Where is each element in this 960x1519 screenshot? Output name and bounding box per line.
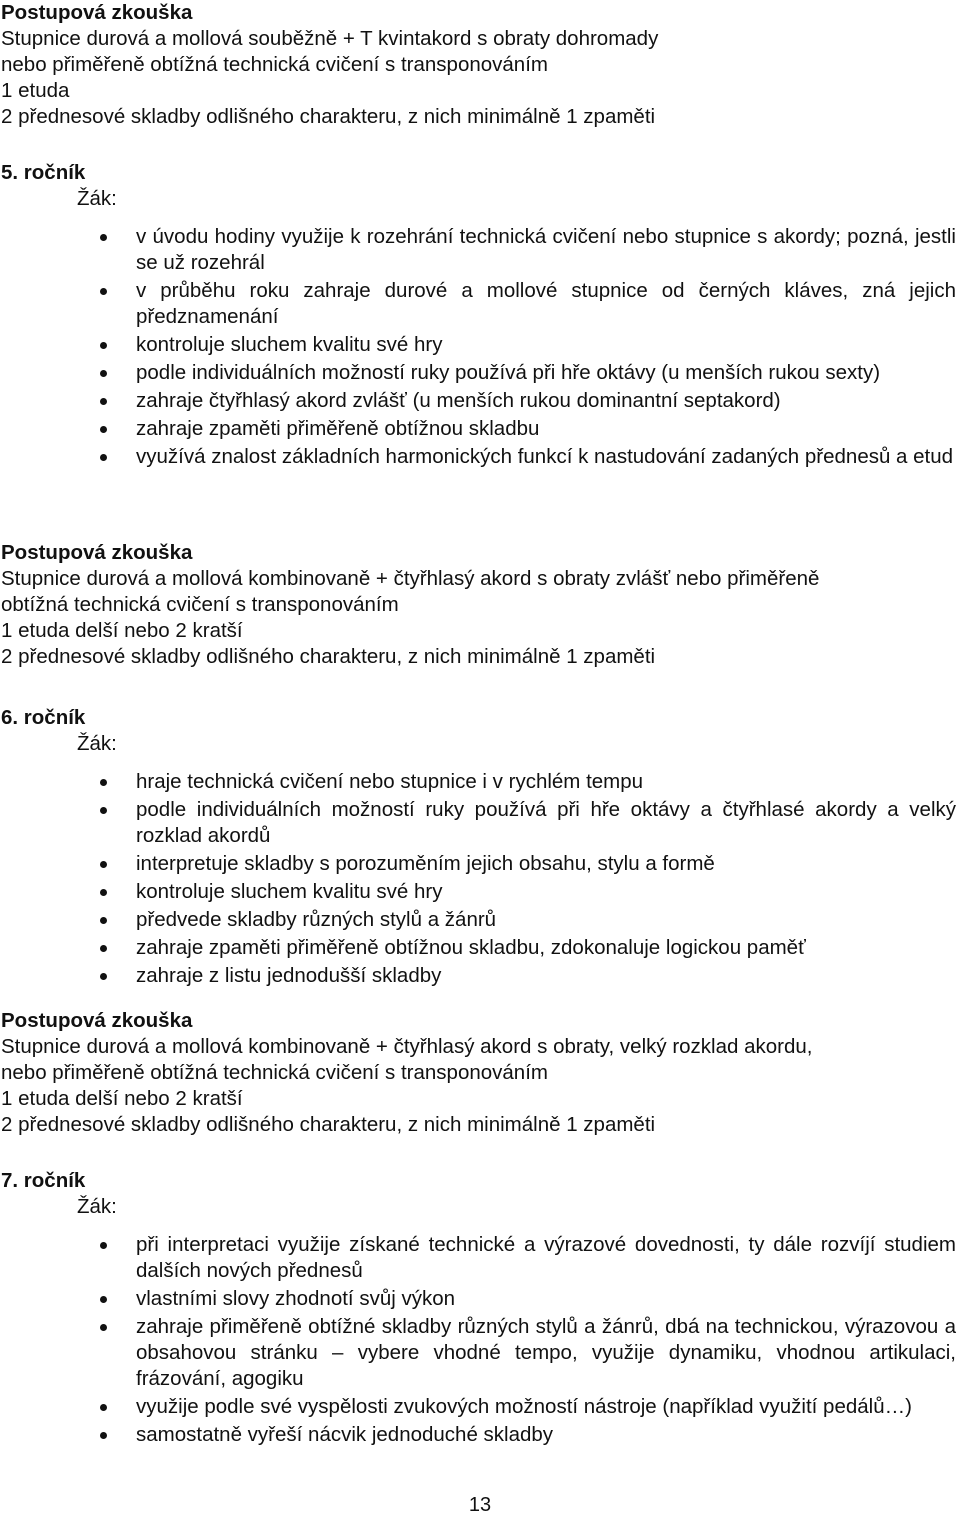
grade-heading: 7. ročník — [1, 1169, 86, 1192]
exam-line: Stupnice durová a mollová kombinovaně + čtyřhlasý akord s obraty zvlášť nebo přiměřeně — [1, 567, 820, 590]
exam-section-6 — [1, 1008, 956, 1138]
grade-5-section — [1, 160, 956, 472]
grade-heading: 6. ročník — [1, 706, 86, 729]
exam-line: nebo přiměřeně obtížná technická cvičení s transponováním — [1, 53, 548, 76]
outcome-item: podle individuálních možností ruky používá při hře oktávy (u menších rukou sexty) — [1, 360, 956, 386]
outcome-item: zahraje čtyřhlasý akord zvlášť (u menších rukou dominantní septakord) — [1, 388, 956, 414]
exam-heading: Postupová zkouška — [1, 541, 193, 564]
outcome-item: předvede skladby různých stylů a žánrů — [1, 907, 956, 933]
outcome-item: zahraje přiměřeně obtížné skladby různých stylů a žánrů, dbá na technickou, výrazovou a obsahovou stránku – vybere vhodné tempo, využije dynamiku, vhodnou artikulaci, frázování, agogiku — [1, 1314, 956, 1392]
outcome-item: zahraje z listu jednodušší skladby — [1, 963, 956, 989]
exam-line: obtížná technická cvičení s transponováním — [1, 593, 399, 616]
grade-heading: 5. ročník — [1, 161, 86, 184]
outcome-item: interpretuje skladby s porozuměním jejich obsahu, stylu a formě — [1, 851, 956, 877]
exam-line: 2 přednesové skladby odlišného charakteru, z nich minimálně 1 zpaměti — [1, 105, 656, 128]
exam-line: 1 etuda delší nebo 2 kratší — [1, 1087, 243, 1110]
outcome-item: samostatně vyřeší nácvik jednoduché skladby — [1, 1422, 956, 1448]
outcome-item: využívá znalost základních harmonických funkcí k nastudování zadaných přednesů a etud — [1, 444, 956, 470]
outcome-item: kontroluje sluchem kvalitu své hry — [1, 879, 956, 905]
exam-line: Stupnice durová a mollová souběžně + T kvintakord s obraty dohromady — [1, 27, 659, 50]
page-number: 13 — [468, 1494, 492, 1516]
grade-6-section — [1, 705, 956, 991]
outcome-item: zahraje zpaměti přiměřeně obtížnou skladbu — [1, 416, 956, 442]
outcome-list — [1, 769, 956, 989]
grade-7-section — [1, 1168, 956, 1450]
exam-section-4 — [1, 0, 956, 130]
exam-line: 1 etuda delší nebo 2 kratší — [1, 619, 243, 642]
outcome-item: využije podle své vyspělosti zvukových možností nástroje (například využití pedálů…) — [1, 1394, 956, 1420]
outcome-item: při interpretaci využije získané technické a výrazové dovednosti, ty dále rozvíjí studiem dalších nových přednesů — [1, 1232, 956, 1284]
student-label: Žák: — [77, 1195, 117, 1218]
outcome-item: zahraje zpaměti přiměřeně obtížnou skladbu, zdokonaluje logickou paměť — [1, 935, 956, 961]
outcome-item: v úvodu hodiny využije k rozehrání technická cvičení nebo stupnice s akordy; pozná, jestli se už rozehrál — [1, 224, 956, 276]
student-label: Žák: — [77, 187, 117, 210]
exam-line: nebo přiměřeně obtížná technická cvičení s transponováním — [1, 1061, 548, 1084]
exam-section-5 — [1, 540, 956, 670]
outcome-item: v průběhu roku zahraje durové a mollové stupnice od černých kláves, zná jejich předznamenání — [1, 278, 956, 330]
outcome-list — [1, 224, 956, 470]
student-label: Žák: — [77, 732, 117, 755]
outcome-item: kontroluje sluchem kvalitu své hry — [1, 332, 956, 358]
outcome-item: hraje technická cvičení nebo stupnice i v rychlém tempu — [1, 769, 956, 795]
exam-heading: Postupová zkouška — [1, 1, 193, 24]
outcome-list — [1, 1232, 956, 1448]
exam-heading: Postupová zkouška — [1, 1009, 193, 1032]
exam-line: Stupnice durová a mollová kombinovaně + čtyřhlasý akord s obraty, velký rozklad akordu, — [1, 1035, 813, 1058]
exam-line: 2 přednesové skladby odlišného charakteru, z nich minimálně 1 zpaměti — [1, 645, 656, 668]
outcome-item: vlastními slovy zhodnotí svůj výkon — [1, 1286, 956, 1312]
exam-line: 1 etuda — [1, 79, 70, 102]
outcome-item: podle individuálních možností ruky používá při hře oktávy a čtyřhlasé akordy a velký rozklad akordů — [1, 797, 956, 849]
exam-line: 2 přednesové skladby odlišného charakteru, z nich minimálně 1 zpaměti — [1, 1113, 656, 1136]
